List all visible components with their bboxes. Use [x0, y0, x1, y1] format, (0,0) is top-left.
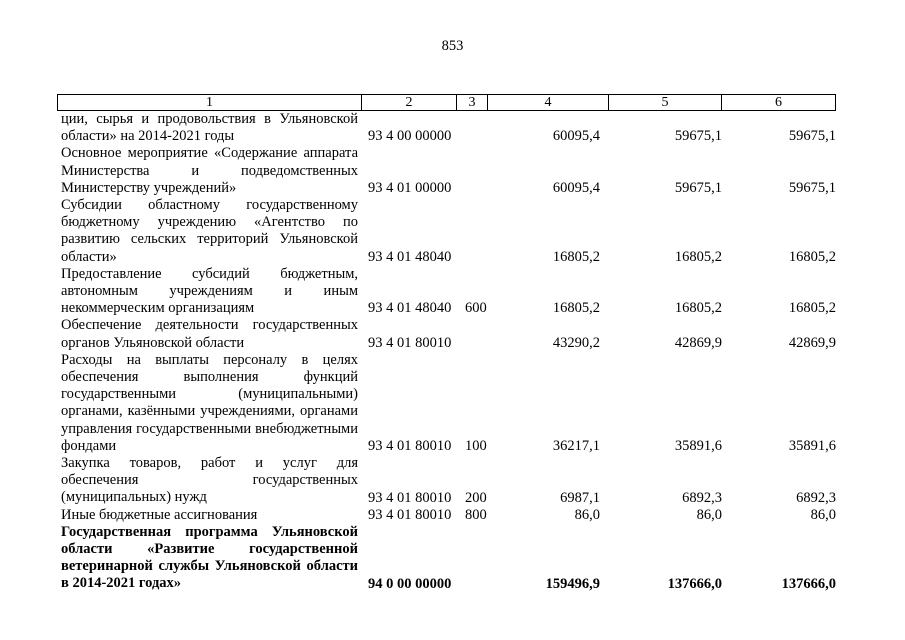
column-header-5: 5 [609, 95, 722, 110]
row-value-col6: 42869,9 [788, 334, 836, 351]
row-expense-type: 100 [465, 438, 487, 455]
row-name: Обеспечение деятельности государственных органов Ульяновской области [61, 317, 358, 351]
row-code: 93 4 01 48040 [368, 300, 452, 317]
table-row-program-total [0, 524, 905, 593]
row-value-col5: 6892,3 [682, 489, 722, 506]
row-name: Основное мероприятие «Содержание аппарата Министерства и подведомственных Министерству учреждений» [61, 145, 358, 196]
row-value-col5: 16805,2 [674, 300, 722, 317]
row-value-col6: 16805,2 [788, 300, 836, 317]
page-number: 853 [441, 38, 464, 54]
row-value-col4: 36217,1 [552, 438, 600, 455]
column-header-6: 6 [775, 95, 782, 110]
table-row [0, 352, 905, 455]
table-row [0, 455, 905, 507]
column-header-2: 2 [362, 95, 457, 110]
row-value-col4: 6987,1 [560, 489, 600, 506]
row-value-col4: 86,0 [574, 506, 600, 523]
row-value-col5: 137666,0 [667, 575, 722, 592]
column-header-1: 1 [58, 95, 362, 110]
row-value-col5: 16805,2 [674, 248, 722, 265]
row-name: Государственная программа Ульяновской области «Развитие государственной ветеринарной службы Ульяновской области в 2014-2021 годах» [61, 523, 358, 592]
column-header-4: 4 [488, 95, 609, 110]
table-row [0, 507, 905, 524]
row-value-col4: 43290,2 [552, 334, 600, 351]
row-value-col6: 86,0 [810, 506, 836, 523]
row-value-col4: 159496,9 [545, 575, 600, 592]
table-row [0, 145, 905, 197]
row-value-col4: 16805,2 [552, 248, 600, 265]
table-row [0, 317, 905, 351]
budget-table [0, 111, 905, 593]
row-value-col6: 35891,6 [788, 438, 836, 455]
row-value-col6: 59675,1 [788, 128, 836, 145]
row-value-col6: 137666,0 [781, 575, 836, 592]
table-row [0, 111, 905, 145]
row-code: 93 4 01 80010 [368, 489, 452, 506]
row-value-col4: 60095,4 [552, 180, 600, 197]
row-code: 93 4 01 00000 [368, 180, 452, 197]
column-header-row [57, 94, 836, 111]
row-value-col6: 6892,3 [796, 489, 836, 506]
row-expense-type: 600 [465, 300, 487, 317]
row-code: 93 4 01 80010 [368, 438, 452, 455]
row-code: 93 4 00 00000 [368, 128, 452, 145]
row-value-col5: 59675,1 [674, 128, 722, 145]
table-row [0, 197, 905, 266]
table-row [0, 266, 905, 318]
row-name: Субсидии областному государственному бюджетному учреждению «Агентство по развитию сельских территорий Ульяновской области» [61, 197, 358, 265]
row-code: 94 0 00 00000 [368, 575, 452, 592]
row-value-col5: 42869,9 [674, 334, 722, 351]
row-name: Иные бюджетные ассигнования [61, 506, 258, 523]
column-header-3: 3 [457, 95, 488, 110]
row-value-col4: 16805,2 [552, 300, 600, 317]
row-value-col5: 35891,6 [674, 438, 722, 455]
row-name: Предоставление субсидий бюджетным, автономным учреждениям и иным некоммерческим организациям [61, 265, 358, 317]
row-value-col6: 59675,1 [788, 180, 836, 197]
row-expense-type: 200 [465, 489, 487, 506]
row-name: Расходы на выплаты персоналу в целях обеспечения выполнения функций государственными (муниципальными) органами, казёнными учреждениями, органами управления государственными внебюджетными фондами [61, 351, 358, 454]
row-name: ции, сырья и продовольствия в Ульяновской области» на 2014-2021 годы [61, 111, 358, 145]
row-value-col4: 60095,4 [552, 128, 600, 145]
row-value-col5: 59675,1 [674, 180, 722, 197]
row-name: Закупка товаров, работ и услуг для обеспечения государственных (муниципальных) нужд [61, 455, 358, 506]
row-code: 93 4 01 80010 [368, 506, 452, 523]
row-value-col6: 16805,2 [788, 248, 836, 265]
row-code: 93 4 01 80010 [368, 334, 452, 351]
row-value-col5: 86,0 [696, 506, 722, 523]
row-expense-type: 800 [465, 506, 487, 523]
row-code: 93 4 01 48040 [368, 248, 452, 265]
